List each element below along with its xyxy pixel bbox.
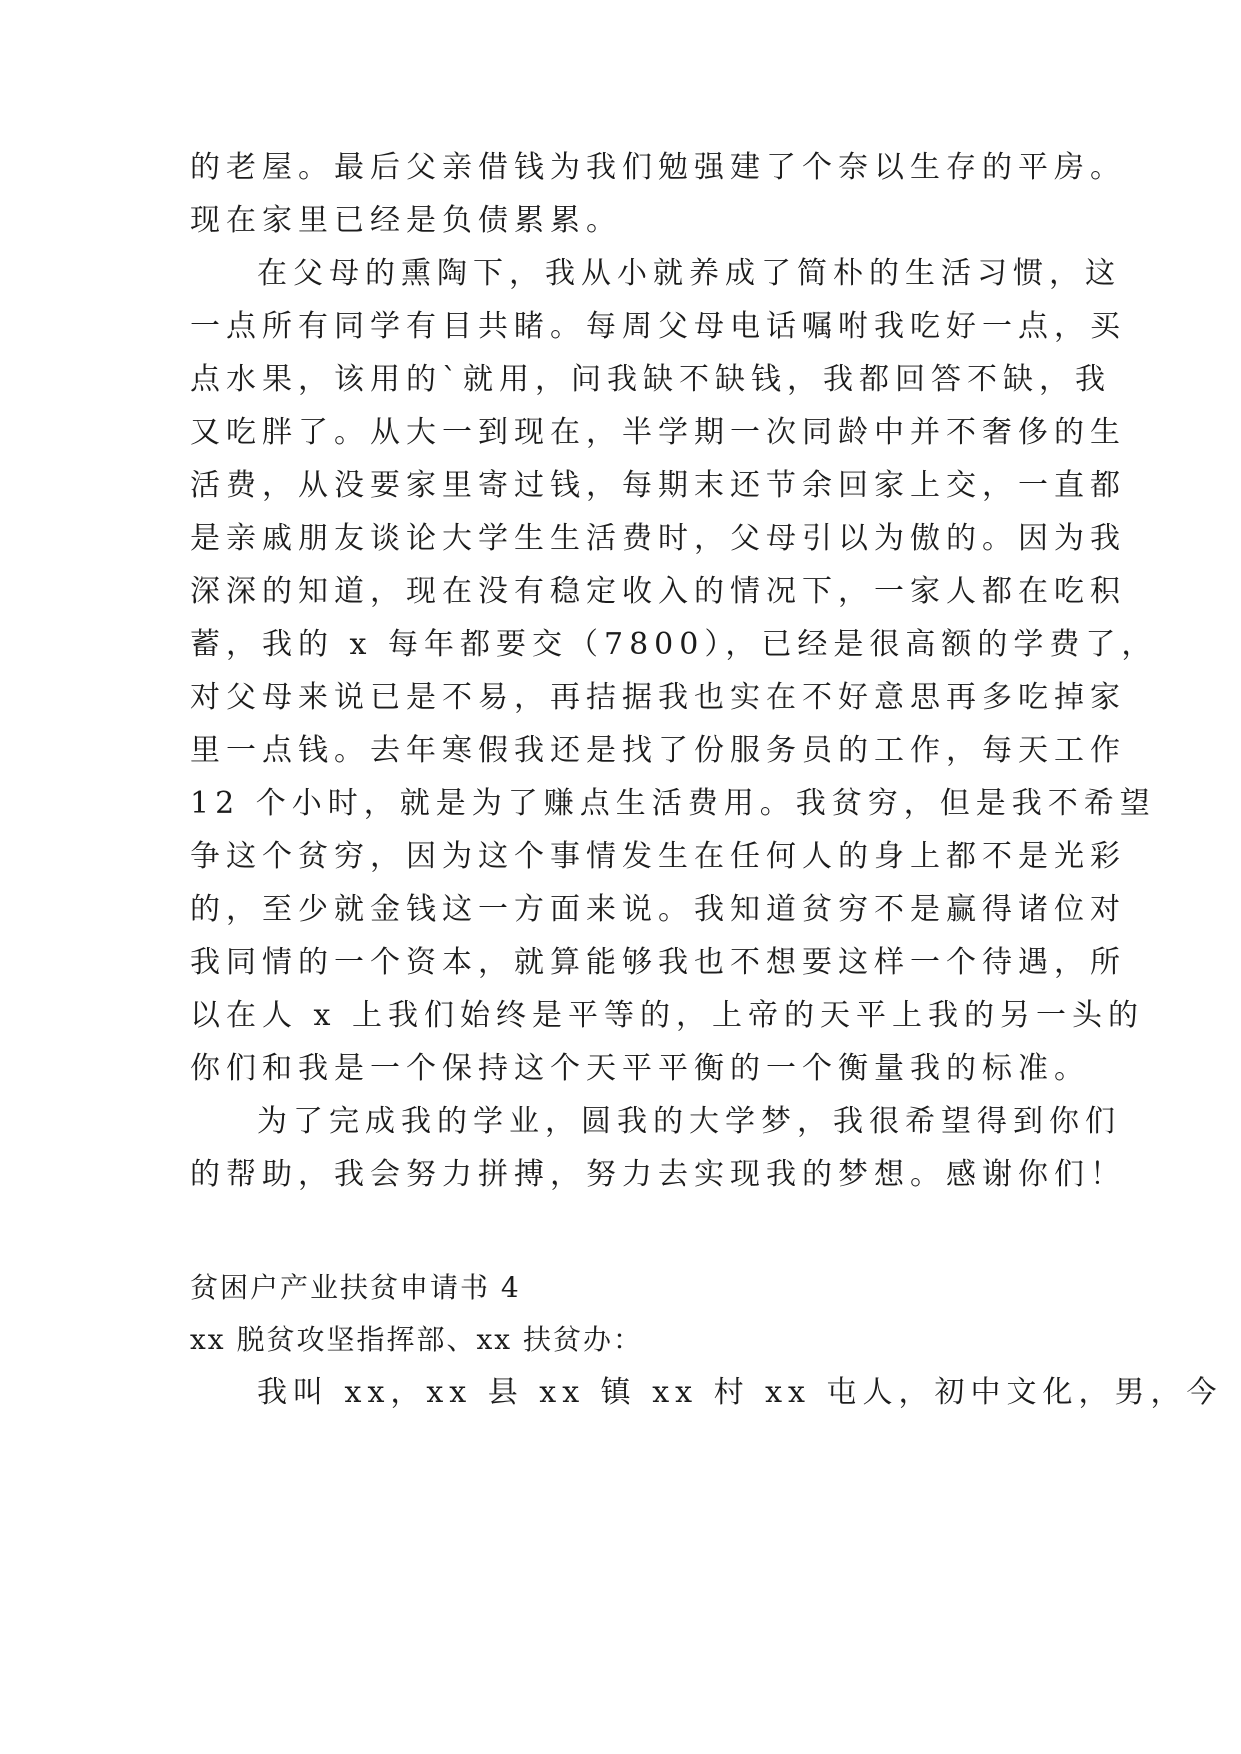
paragraph-line: 蓄，我的 x 每年都要交（7800），已经是很高额的学费了，	[190, 627, 1158, 662]
paragraph-line: 我叫 xx，xx 县 xx 镇 xx 村 xx 屯人，初中文化，男，今	[257, 1375, 1223, 1410]
paragraph-line: 12 个小时，就是为了赚点生活费用。我贫穷，但是我不希望	[190, 786, 1156, 821]
paragraph-line: 的帮助，我会努力拼搏，努力去实现我的梦想。感谢你们！	[190, 1157, 1126, 1192]
paragraph-line: 的老屋。最后父亲借钱为我们勉强建了个奈以生存的平房。	[190, 150, 1126, 185]
paragraph-line: 点水果，该用的`就用，问我缺不缺钱，我都回答不缺，我	[190, 362, 1111, 397]
paragraph-line: 里一点钱。去年寒假我还是找了份服务员的工作，每天工作	[190, 733, 1126, 768]
paragraph-line: 的，至少就金钱这一方面来说。我知道贫穷不是赢得诸位对	[190, 892, 1126, 927]
paragraph-line: 以在人 x 上我们始终是平等的，上帝的天平上我的另一头的	[190, 998, 1144, 1033]
paragraph-line: 争这个贫穷，因为这个事情发生在任何人的身上都不是光彩	[190, 839, 1126, 874]
section-title: 贫困户产业扶贫申请书 4	[190, 1271, 521, 1304]
paragraph-line: 为了完成我的学业，圆我的大学梦，我很希望得到你们	[257, 1104, 1121, 1139]
paragraph-line: 现在家里已经是负债累累。	[190, 203, 622, 238]
paragraph-line: 活费，从没要家里寄过钱，每期末还节余回家上交，一直都	[190, 468, 1126, 503]
paragraph-line: 是亲戚朋友谈论大学生生活费时，父母引以为傲的。因为我	[190, 521, 1126, 556]
paragraph-line: 你们和我是一个保持这个天平平衡的一个衡量我的标准。	[190, 1051, 1090, 1086]
paragraph-line: 又吃胖了。从大一到现在，半学期一次同龄中并不奢侈的生	[190, 415, 1126, 450]
paragraph-line: 我同情的一个资本，就算能够我也不想要这样一个待遇，所	[190, 945, 1126, 980]
paragraph-line: 深深的知道，现在没有稳定收入的情况下，一家人都在吃积	[190, 574, 1126, 609]
salutation: xx 脱贫攻坚指挥部、xx 扶贫办：	[190, 1323, 643, 1356]
paragraph-line: 一点所有同学有目共睹。每周父母电话嘱咐我吃好一点，买	[190, 309, 1126, 344]
paragraph-line: 在父母的熏陶下，我从小就养成了简朴的生活习惯，这	[257, 256, 1121, 291]
paragraph-line: 对父母来说已是不易，再拮据我也实在不好意思再多吃掉家	[190, 680, 1126, 715]
